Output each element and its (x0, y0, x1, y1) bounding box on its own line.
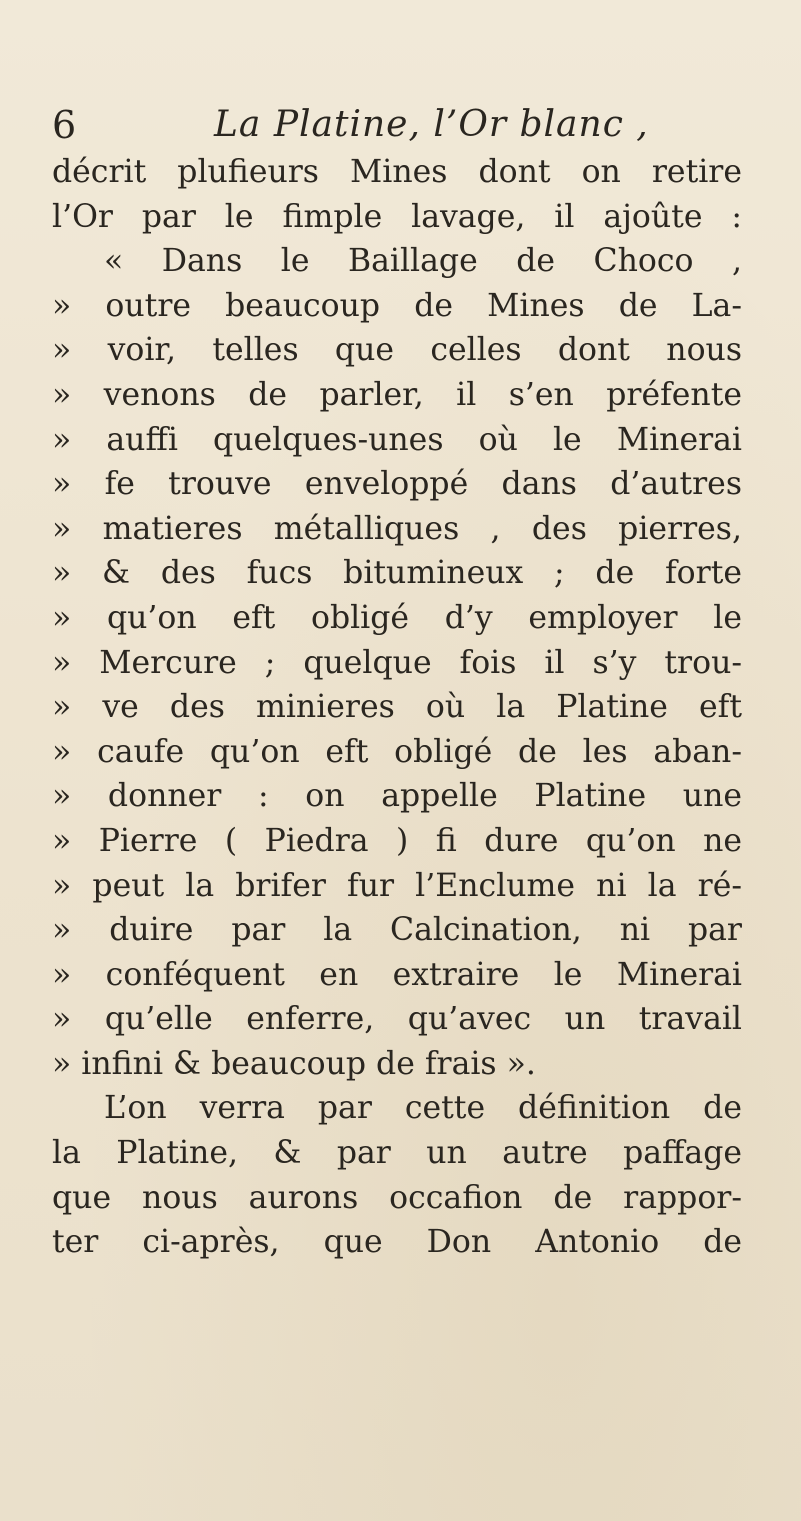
body-text (52, 150, 742, 1265)
text-line: » fe trouve enveloppé dans d’autres (52, 466, 742, 503)
page-number: 6 (52, 103, 77, 147)
text-line: « Dans le Baillage de Choco , (104, 243, 742, 280)
running-title: La Platine, l’Or blanc , (214, 104, 649, 145)
text-line: » outre beaucoup de Mines de La- (52, 287, 742, 324)
text-line: ter ci-après, que Don Antonio de (52, 1224, 742, 1261)
text-line: » venons de parler, il s’en préfente (52, 376, 742, 413)
text-line: » conféquent en extraire le Minerai (52, 956, 742, 993)
text-line: » Pierre ( Piedra ) fi dure qu’on ne (52, 822, 742, 859)
page-header (52, 100, 672, 150)
text-line: l’Or par le fimple lavage, il ajoûte : (52, 198, 742, 235)
text-line: » infini & beaucoup de frais ». (52, 1045, 536, 1082)
text-line: » duire par la Calcination, ni par (52, 912, 742, 949)
text-line: » & des fucs bitumineux ; de forte (52, 555, 742, 592)
text-line: la Platine, & par un autre paffage (52, 1135, 742, 1172)
text-line: » qu’elle enferre, qu’avec un travail (52, 1001, 742, 1038)
text-line: » donner : on appelle Platine une (52, 778, 742, 815)
text-line: » voir, telles que celles dont nous (52, 332, 742, 369)
text-line: » auffi quelques-unes où le Minerai (52, 421, 742, 458)
text-line: » qu’on eft obligé d’y employer le (52, 599, 742, 636)
text-line: » matieres métalliques , des pierres, (52, 510, 742, 547)
text-line: » ve des minieres où la Platine eft (52, 689, 742, 726)
text-line: » Mercure ; quelque fois il s’y trou- (52, 644, 742, 681)
text-line: décrit plufieurs Mines dont on retire (52, 154, 742, 190)
text-line: L’on verra par cette définition de (104, 1090, 742, 1127)
text-line: que nous aurons occafion de rappor- (52, 1179, 742, 1216)
text-line: » peut la brifer fur l’Enclume ni la ré- (52, 867, 742, 904)
text-line: » caufe qu’on eft obligé de les aban- (52, 733, 742, 770)
